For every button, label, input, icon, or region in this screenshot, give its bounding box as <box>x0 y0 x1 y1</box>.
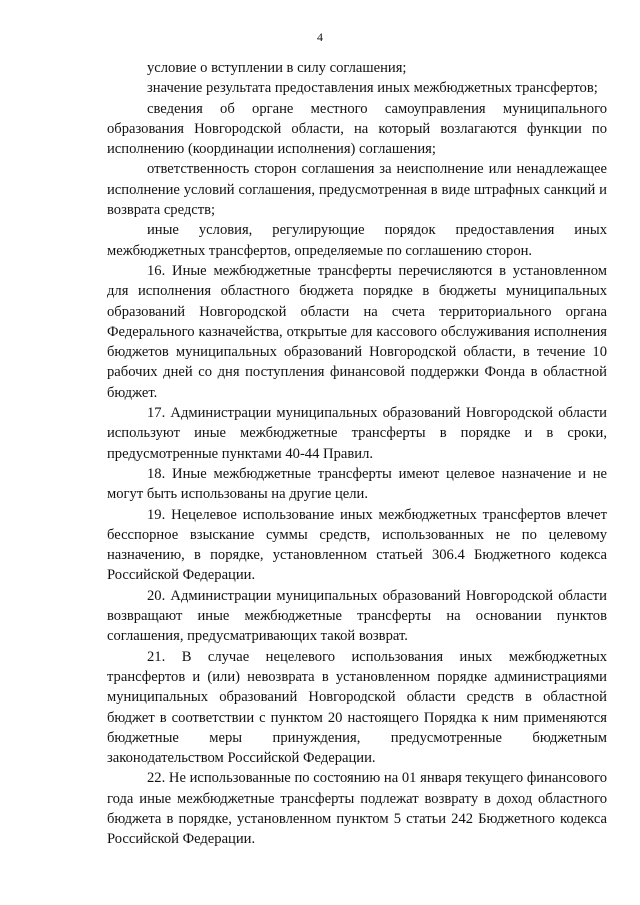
paragraph-result-value: значение результата предоставления иных межбюджетных трансфертов; <box>147 80 598 97</box>
paragraph-other-conditions: иные условия, регулирующие порядок предоставления иных межбюджетных трансфертов, определяемые по соглашению сторон. <box>107 222 607 259</box>
paragraph-20: 20. Администрации муниципальных образований Новгородской области возвращают иные межбюджетные трансферты на основании пунктов соглашения, предусматривающих такой возврат. <box>107 587 607 645</box>
paragraph-local-authority-info: сведения об органе местного самоуправления муниципального образования Новгородской области, на который возлагаются функции по исполнению (координации исполнения) соглашения; <box>107 100 607 158</box>
paragraph-18: 18. Иные межбюджетные трансферты имеют целевое назначение и не могут быть использованы на другие цели. <box>107 465 607 503</box>
paragraph-parties-responsibility: ответственность сторон соглашения за неисполнение или ненадлежащее исполнение условий соглашения, предусмотренная в виде штрафных санкций и возврата средств; <box>107 161 607 219</box>
paragraph-19: 19. Нецелевое использование иных межбюджетных трансфертов влечет бесспорное взыскание суммы средств, использованных не по целевому назначению, в порядке, установленном статьей 306.4 Бюджетного кодекса Российской Федерации. <box>107 506 607 584</box>
paragraph-22: 22. Не использованные по состоянию на 01 января текущего финансового года иные межбюджетные трансферты подлежат возврату в доход областного бюджета в порядке, установленном пунктом 5 статьи 242 Бюджетного кодекса Российской Федерации. <box>107 770 607 848</box>
paragraph-16: 16. Иные межбюджетные трансферты перечисляются в установленном для исполнения областного бюджета порядке в бюджеты муниципальных образований Новгородской области на счета территориального органа Федерального казначейства, открытые для кассового обслуживания исполнения бюджетов муниципальных образований Новгородской области, в течение 10 рабочих дней со дня поступления финансовой поддержки Фонда в областной бюджет. <box>107 262 607 401</box>
paragraph-21: 21. В случае нецелевого использования иных межбюджетных трансфертов и (или) невозврата в установленном порядке администрациями муниципальных образований Новгородской области средств в областной бюджет в соответствии с пунктом 20 настоящего Порядка к ним применяются бюджетные меры принуждения, предусмотренные бюджетным законодательством Российской Федерации. <box>107 648 607 767</box>
paragraph-agreement-entry-into-force: условие о вступлении в силу соглашения; <box>147 60 407 76</box>
document-body <box>107 58 607 850</box>
paragraph-17: 17. Администрации муниципальных образований Новгородской области используют иные межбюджетные трансферты в порядке и в сроки, предусмотренные пунктами 40-44 Правил. <box>107 405 607 462</box>
page-number: 4 <box>317 30 323 44</box>
